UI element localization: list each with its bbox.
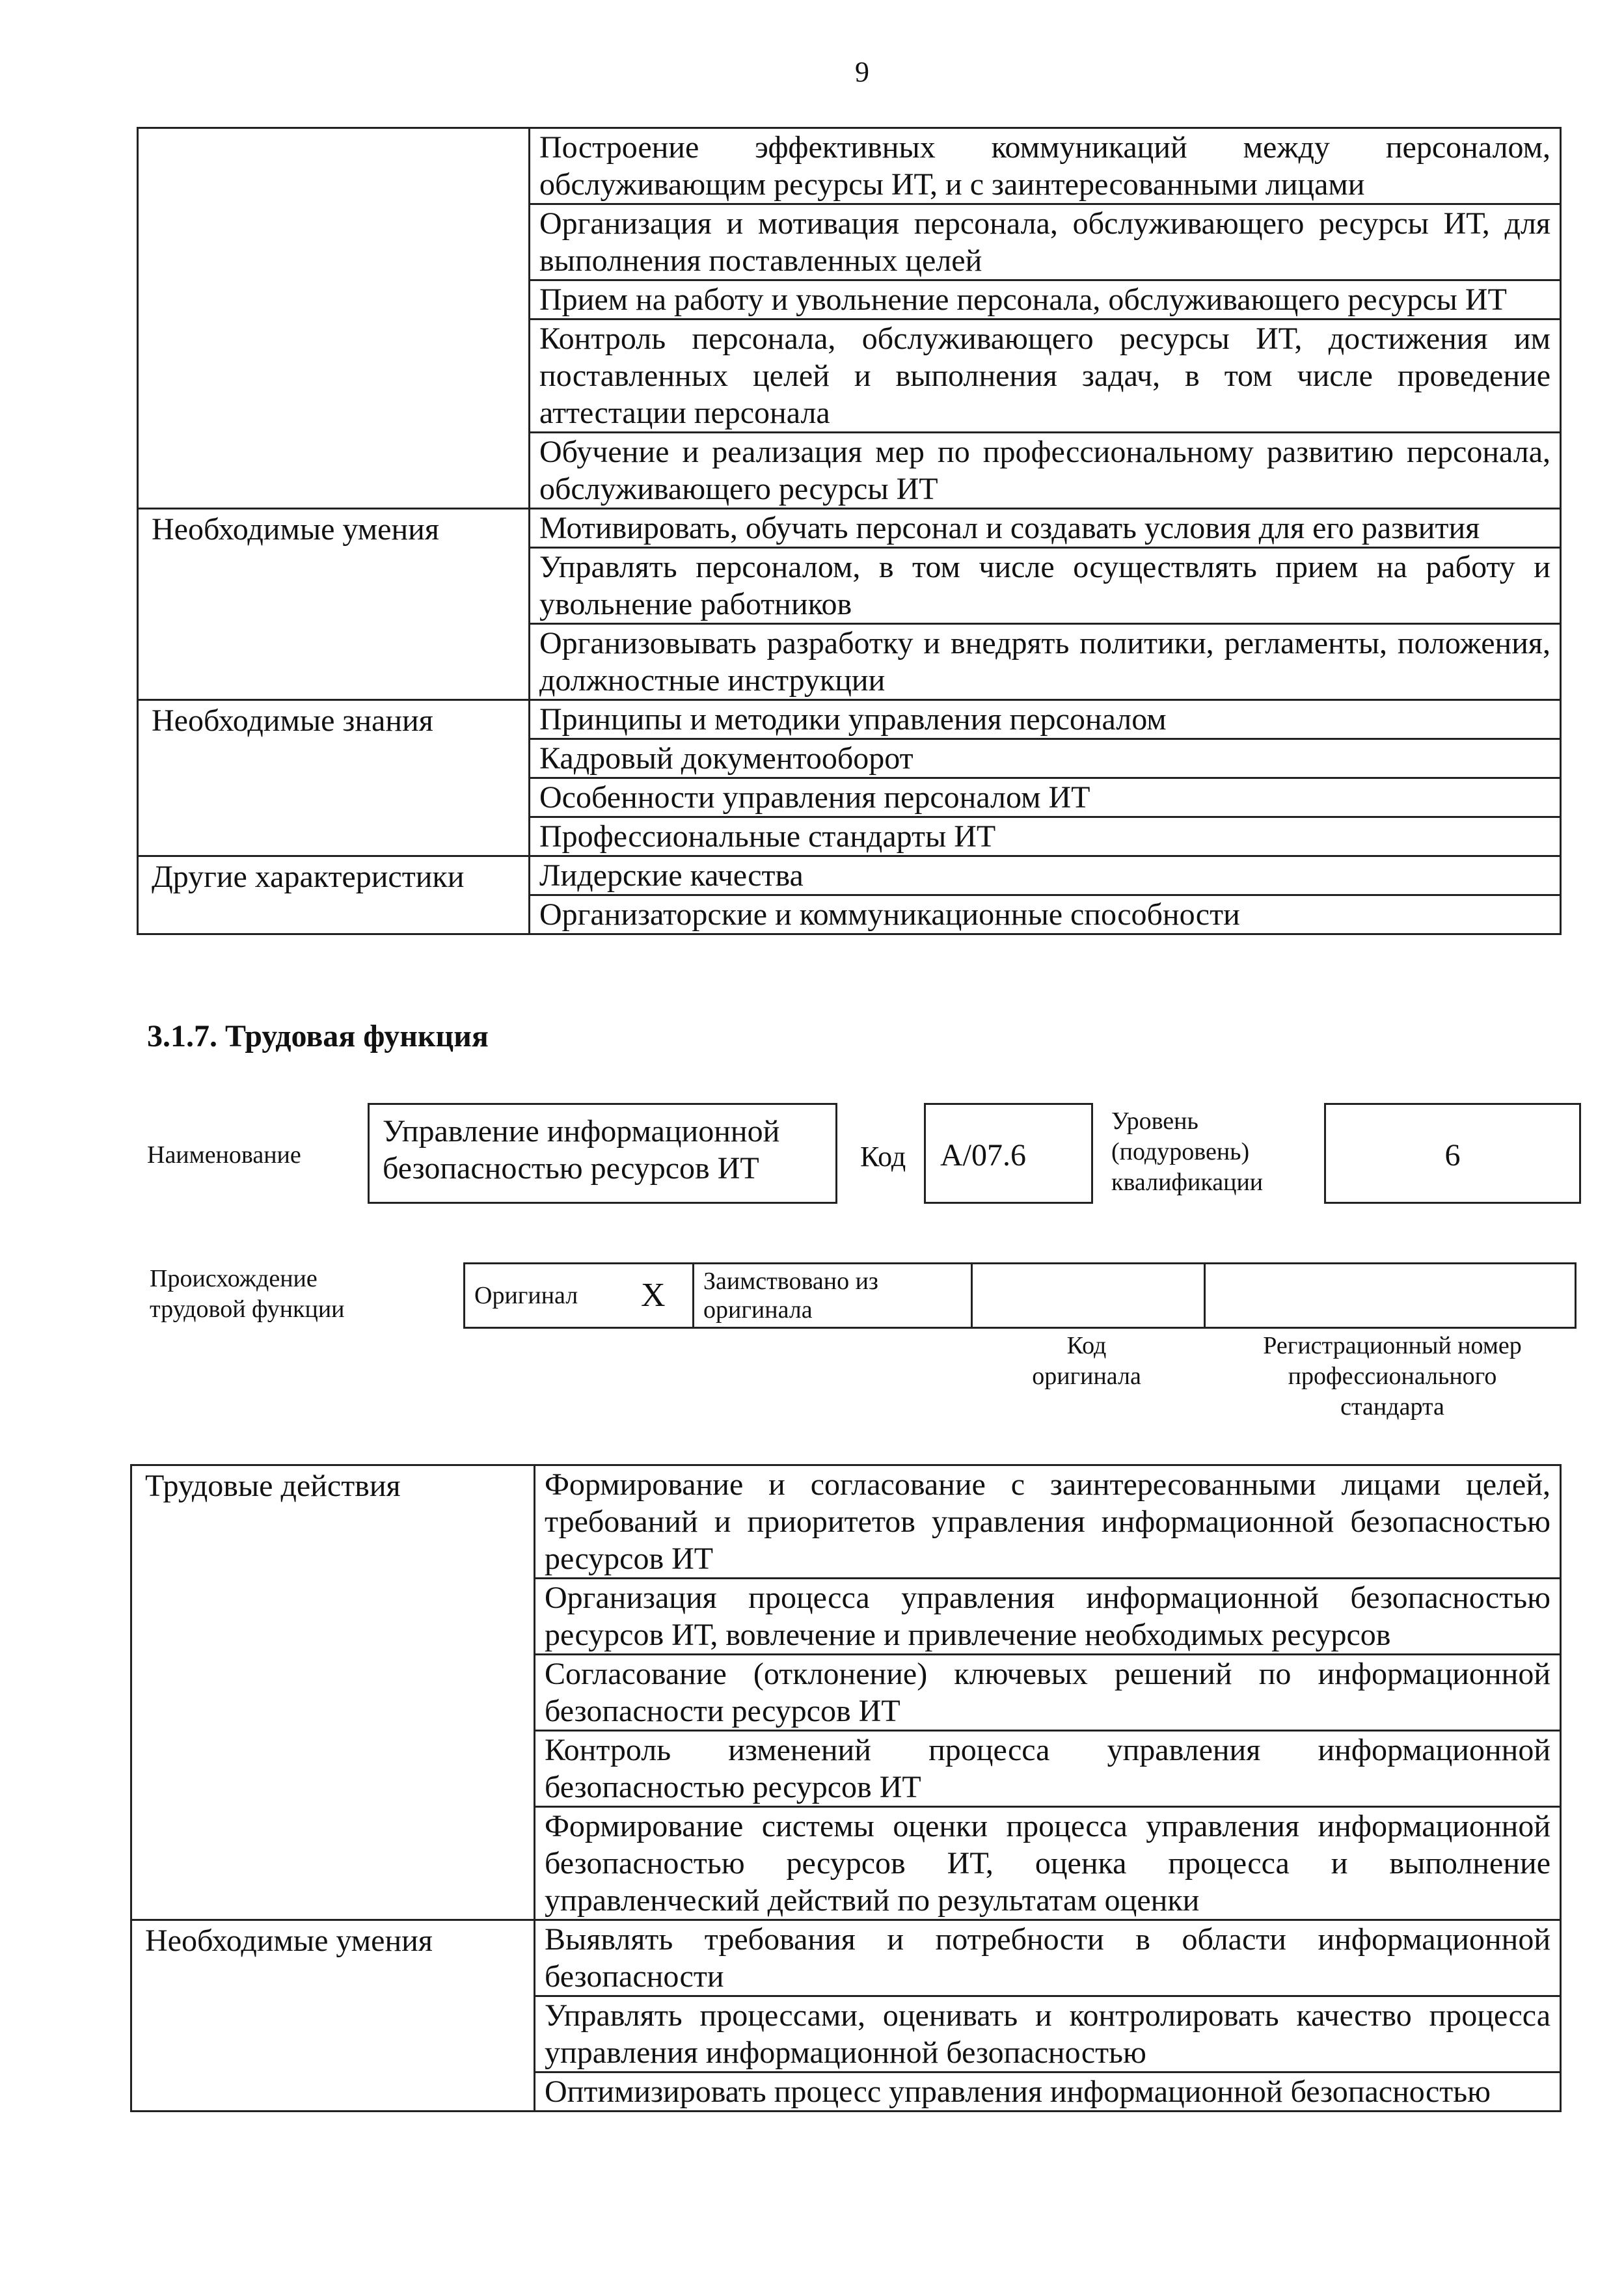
competency-table-2 [130, 1464, 1562, 2112]
row-label-skills: Необходимые умения [131, 1920, 535, 2112]
table-cell: Мотивировать, обучать персонал и создавать условия для его развития [530, 509, 1561, 548]
origin-label-line: трудовой функции [150, 1296, 345, 1323]
level-label-line: Уровень [1111, 1107, 1198, 1135]
function-name-box: Управление информационной безопасностью ресурсов ИТ [368, 1103, 837, 1204]
table-cell: Управлять процессами, оценивать и контролировать качество процесса управления информационной безопасностью [535, 1996, 1561, 2072]
table-row [138, 856, 1561, 895]
original-code-caption [1005, 1331, 1168, 1392]
table-row [138, 128, 1561, 204]
row-label-actions: Трудовые действия [131, 1465, 535, 1920]
origin-table [463, 1262, 1577, 1329]
caption-line: Регистрационный номер [1263, 1332, 1522, 1359]
name-label: Наименование [147, 1141, 301, 1169]
table-cell: Контроль изменений процесса управления информационной безопасностью ресурсов ИТ [535, 1731, 1561, 1807]
table-cell: Организовывать разработку и внедрять политики, регламенты, положения, должностные инструкции [530, 624, 1561, 700]
table-cell: Согласование (отклонение) ключевых решений по информационной безопасности ресурсов ИТ [535, 1655, 1561, 1731]
table-cell: Формирование и согласование с заинтересованными лицами целей, требований и приоритетов управления информационной безопасностью ресурсов ИТ [535, 1465, 1561, 1579]
table-cell: Принципы и методики управления персоналом [530, 700, 1561, 739]
table-row [138, 700, 1561, 739]
table-cell: Организаторские и коммуникационные способности [530, 895, 1561, 934]
original-label: Оригинал [465, 1264, 614, 1328]
page-number: 9 [855, 56, 869, 88]
registration-number-cell [1205, 1264, 1576, 1328]
row-label [138, 128, 530, 509]
table-cell: Организация и мотивация персонала, обслуживающего ресурсы ИТ, для выполнения поставленных целей [530, 204, 1561, 280]
table-cell: Формирование системы оценки процесса управления информационной безопасностью ресурсов ИТ, оценка процесса и выполнение управленческий действий по результатам оценки [535, 1807, 1561, 1920]
function-code-box: А/07.6 [924, 1103, 1093, 1204]
origin-row [465, 1264, 1576, 1328]
competency-table-1 [137, 127, 1562, 935]
caption-line: Код [1066, 1332, 1107, 1359]
table-row [131, 1920, 1561, 1996]
table-cell: Оптимизировать процесс управления информационной безопасностью [535, 2072, 1561, 2112]
level-value-box: 6 [1324, 1103, 1581, 1204]
table-cell: Контроль персонала, обслуживающего ресурсы ИТ, достижения им поставленных целей и выполнения задач, в том числе проведение аттестации персонала [530, 319, 1561, 433]
code-label: Код [860, 1141, 906, 1173]
caption-line: оригинала [1032, 1363, 1141, 1390]
table-cell: Обучение и реализация мер по профессиональному развитию персонала, обслуживающего ресурсы ИТ [530, 433, 1561, 509]
table-cell: Выявлять требования и потребности в области информационной безопасности [535, 1920, 1561, 1996]
borrowed-label: Заимствовано из оригинала [694, 1264, 972, 1328]
table-cell: Кадровый документооборот [530, 739, 1561, 778]
table-cell: Организация процесса управления информационной безопасностью ресурсов ИТ, вовлечение и привлечение необходимых ресурсов [535, 1579, 1561, 1655]
level-label-line: (подуровень) [1111, 1138, 1250, 1165]
table-cell: Прием на работу и увольнение персонала, обслуживающего ресурсы ИТ [530, 280, 1561, 319]
table-cell: Построение эффективных коммуникаций между персоналом, обслуживающим ресурсы ИТ, и с заинтересованными лицами [530, 128, 1561, 204]
caption-line: стандарта [1340, 1393, 1444, 1420]
table-row [131, 1465, 1561, 1579]
table-cell: Профессиональные стандарты ИТ [530, 817, 1561, 856]
table-cell: Управлять персоналом, в том числе осуществлять прием на работу и увольнение работников [530, 548, 1561, 624]
caption-line: профессионального [1288, 1363, 1497, 1390]
row-label-knowledge: Необходимые знания [138, 700, 530, 856]
table-row [138, 509, 1561, 548]
table-cell: Особенности управления персоналом ИТ [530, 778, 1561, 817]
level-label-line: квалификации [1111, 1169, 1264, 1196]
origin-label [150, 1264, 345, 1325]
origin-label-line: Происхождение [150, 1265, 318, 1292]
original-mark: X [614, 1264, 694, 1328]
registration-number-caption [1223, 1331, 1562, 1422]
row-label-skills: Необходимые умения [138, 509, 530, 700]
original-code-cell [972, 1264, 1205, 1328]
table-cell: Лидерские качества [530, 856, 1561, 895]
row-label-other: Другие характеристики [138, 856, 530, 934]
section-heading: 3.1.7. Трудовая функция [147, 1019, 489, 1053]
level-label [1111, 1106, 1263, 1198]
